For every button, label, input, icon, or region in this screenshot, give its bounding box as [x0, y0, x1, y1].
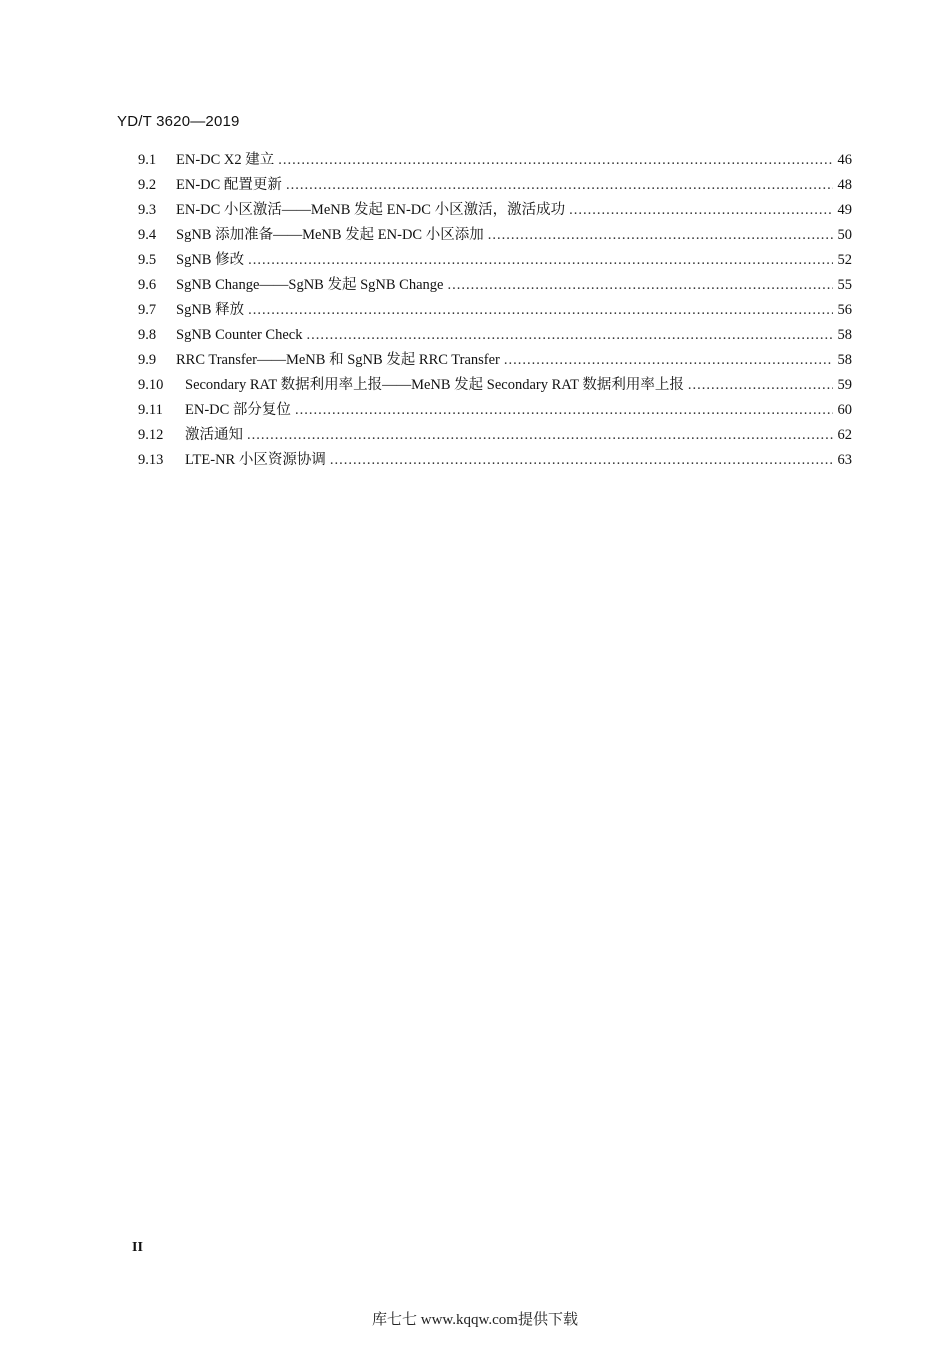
toc-leader-dots	[248, 298, 833, 323]
toc-entry-page: 49	[837, 202, 852, 218]
toc-entry-page: 59	[837, 377, 852, 393]
toc-entry-title: SgNB 添加准备——MeNB 发起 EN-DC 小区添加	[176, 227, 484, 243]
toc-entry[interactable]	[138, 273, 852, 298]
toc-entry-page: 58	[837, 352, 852, 368]
toc-entry-number: 9.2	[138, 177, 157, 193]
download-footer: 库七七 www.kqqw.com提供下载	[372, 1312, 578, 1328]
toc-entry-title: RRC Transfer——MeNB 和 SgNB 发起 RRC Transfer	[176, 352, 500, 368]
toc-leader-dots	[247, 423, 833, 448]
toc-entry[interactable]	[138, 298, 852, 323]
toc-entry-number: 9.10	[138, 377, 164, 393]
toc-entry-title: EN-DC X2 建立	[176, 152, 275, 168]
toc-leader-dots	[504, 348, 833, 373]
toc-leader-dots	[488, 223, 833, 248]
toc-leader-dots	[295, 398, 833, 423]
page-number: II	[132, 1240, 143, 1255]
toc-entry-title: SgNB 修改	[176, 252, 245, 268]
toc-entry-page: 50	[837, 227, 852, 243]
toc-leader-dots	[306, 323, 833, 348]
toc-leader-dots	[447, 273, 833, 298]
toc-entry-number: 9.3	[138, 202, 157, 218]
toc-leader-dots	[330, 448, 833, 473]
toc-entry[interactable]	[138, 398, 852, 423]
toc-entry-page: 62	[837, 427, 852, 443]
toc-entry[interactable]	[138, 348, 852, 373]
toc-entry-number: 9.9	[138, 352, 157, 368]
toc-leader-dots	[248, 248, 833, 273]
toc-entry-number: 9.8	[138, 327, 157, 343]
toc-entry-page: 58	[837, 327, 852, 343]
toc-entry-page: 56	[837, 302, 852, 318]
toc-entry-title: Secondary RAT 数据利用率上报——MeNB 发起 Secondary RAT 数据利用率上报	[185, 377, 684, 393]
toc-entry-number: 9.6	[138, 277, 157, 293]
toc-leader-dots	[688, 373, 833, 398]
toc-entry-number: 9.12	[138, 427, 164, 443]
toc-entry-page: 63	[837, 452, 852, 468]
toc-entry-title: EN-DC 小区激活——MeNB 发起 EN-DC 小区激活，激活成功	[176, 202, 566, 218]
toc-entry-title: SgNB Change——SgNB 发起 SgNB Change	[176, 277, 444, 293]
toc-leader-dots	[278, 148, 833, 173]
toc-entry[interactable]	[138, 198, 852, 223]
toc-entry-page: 60	[837, 402, 852, 418]
toc-entry-title: EN-DC 部分复位	[185, 402, 291, 418]
standard-code-header: YD/T 3620—2019	[117, 113, 240, 130]
table-of-contents	[138, 148, 852, 473]
toc-entry[interactable]	[138, 173, 852, 198]
toc-entry[interactable]	[138, 323, 852, 348]
toc-entry-number: 9.5	[138, 252, 157, 268]
toc-entry-page: 52	[837, 252, 852, 268]
toc-entry[interactable]	[138, 223, 852, 248]
toc-entry-number: 9.11	[138, 402, 163, 418]
toc-entry[interactable]	[138, 248, 852, 273]
toc-entry-title: LTE-NR 小区资源协调	[185, 452, 326, 468]
toc-leader-dots	[569, 198, 833, 223]
toc-entry-page: 55	[837, 277, 852, 293]
toc-entry-title: 激活通知	[185, 427, 243, 443]
toc-entry[interactable]	[138, 373, 852, 398]
toc-entry[interactable]	[138, 148, 852, 173]
toc-entry-number: 9.4	[138, 227, 157, 243]
toc-entry-page: 48	[837, 177, 852, 193]
toc-entry-number: 9.7	[138, 302, 157, 318]
toc-entry[interactable]	[138, 423, 852, 448]
toc-entry-title: SgNB 释放	[176, 302, 245, 318]
toc-entry-number: 9.1	[138, 152, 157, 168]
toc-entry[interactable]	[138, 448, 852, 473]
toc-entry-page: 46	[837, 152, 852, 168]
toc-entry-title: EN-DC 配置更新	[176, 177, 282, 193]
toc-entry-title: SgNB Counter Check	[176, 327, 303, 343]
toc-entry-number: 9.13	[138, 452, 164, 468]
toc-leader-dots	[286, 173, 833, 198]
